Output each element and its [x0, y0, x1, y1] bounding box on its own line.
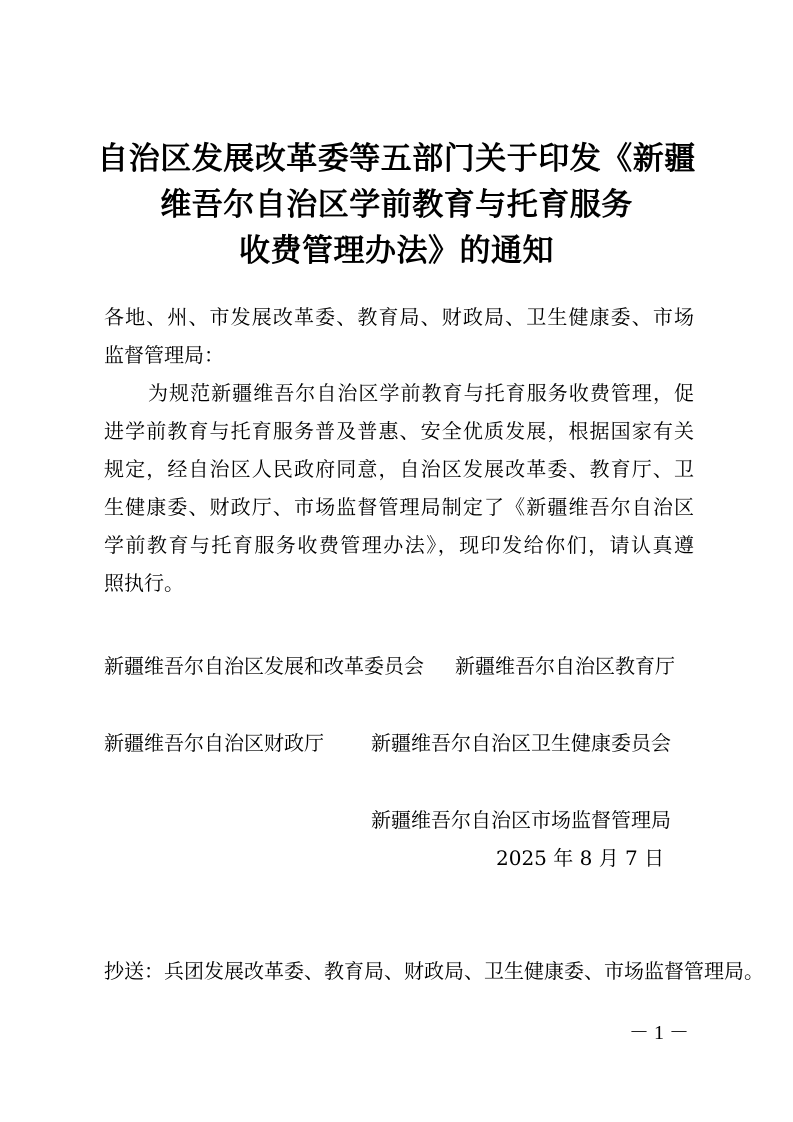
body-line-5: 学前教育与托育服务收费管理办法》，现印发给你们，请认真遵 [104, 533, 694, 557]
body-line-3: 规定，经自治区人民政府同意，自治区发展改革委、教育厅、卫 [104, 457, 694, 481]
signatory-health-commission: 新疆维吾尔自治区卫生健康委员会 [371, 731, 671, 755]
body-line-1: 为规范新疆维吾尔自治区学前教育与托育服务收费管理，促 [148, 381, 694, 405]
title-line-1: 自治区发展改革委等五部门关于印发《新疆 [97, 141, 696, 177]
title-line-2: 维吾尔自治区学前教育与托育服务 [160, 187, 633, 223]
cc-line: 抄送：兵团发展改革委、教育局、财政局、卫生健康委、市场监督管理局。 [104, 959, 764, 983]
addressee-line-2: 监督管理局： [104, 343, 224, 367]
addressee-line-1: 各地、州、市发展改革委、教育局、财政局、卫生健康委、市场 [104, 305, 694, 329]
signatory-finance-department: 新疆维吾尔自治区财政厅 [104, 731, 324, 755]
body-line-6: 照执行。 [104, 571, 184, 595]
title-line-3: 收费管理办法》的通知 [239, 233, 554, 269]
signatory-development-reform-commission: 新疆维吾尔自治区发展和改革委员会 [104, 654, 424, 678]
issue-date: 2025 年 8 月 7 日 [496, 846, 665, 870]
page-number: － 1 － [629, 1022, 689, 1044]
signatory-market-regulation-bureau: 新疆维吾尔自治区市场监督管理局 [371, 808, 671, 832]
body-line-4: 生健康委、财政厅、市场监督管理局制定了《新疆维吾尔自治区 [104, 495, 694, 519]
signatory-education-department: 新疆维吾尔自治区教育厅 [455, 654, 675, 678]
body-line-2: 进学前教育与托育服务普及普惠、安全优质发展，根据国家有关 [104, 419, 694, 443]
